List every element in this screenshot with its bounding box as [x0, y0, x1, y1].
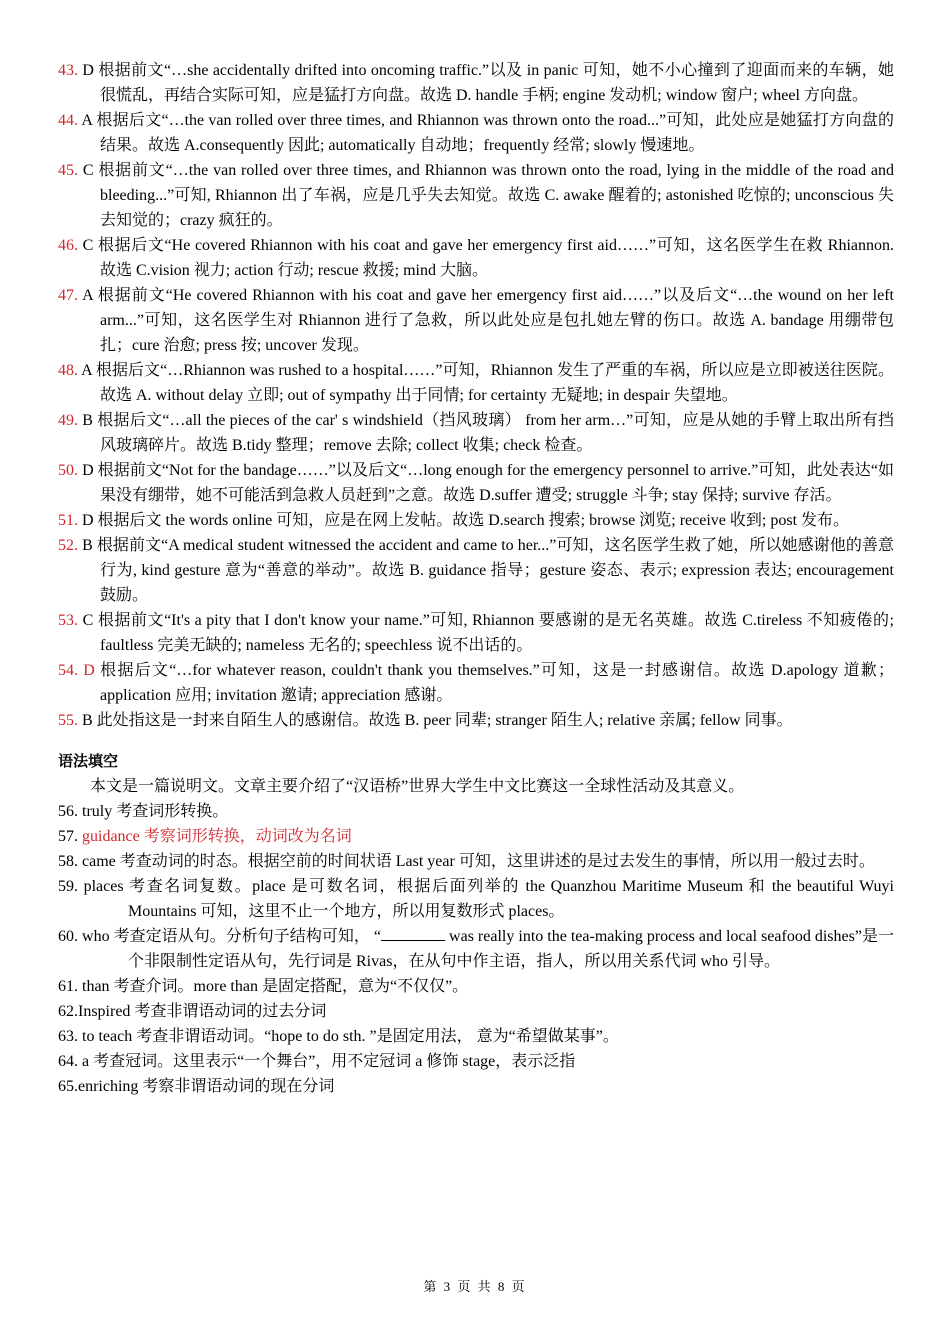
grammar-item-62 [58, 999, 894, 1024]
item-number: 63. [58, 1028, 78, 1045]
item-number: 47. [58, 287, 78, 304]
item-explanation: came 考查动词的时态。根据空前的时间状语 Last year 可知，这里讲述的是过去发生的事情，所以用一般过去时。 [82, 853, 875, 870]
item-explanation: 根据后文“…for whatever reason, couldn't thank you themselves.”可知，这是一封感谢信。故选 D.apology 道歉；application 应用; invitation 邀请; appreciation 感谢。 [100, 662, 895, 704]
item-explanation: Inspired 考查非谓语动词的过去分词 [78, 1003, 327, 1020]
grammar-item-64 [58, 1049, 894, 1074]
item-explanation: truly 考查词形转换。 [82, 803, 229, 820]
item-explanation: guidance 考察词形转换，动词改为名词 [82, 828, 352, 845]
item-explanation: enriching 考察非谓语动词的现在分词 [78, 1078, 335, 1095]
grammar-item-56 [58, 799, 894, 824]
answer-item-54 [58, 658, 894, 708]
item-number: 49. [58, 412, 78, 429]
item-explanation: A 根据后文“…Rhiannon was rushed to a hospital……”可知，Rhiannon 发生了严重的车祸，所以应是立即被送往医院。故选 A. without delay 立即; out of sympathy 出于同情; for certainty 无疑地; in despair 失望地。 [81, 362, 894, 404]
item-explanation: B 根据前文“A medical student witnessed the accident and came to her...”可知，这名医学生救了她，所以她感谢他的善意行为, kind gesture 意为“善意的举动”。故选 B. guidance 指导；gesture 姿态、表示; expression 表达; encouragement 鼓励。 [82, 537, 894, 604]
item-number: 46. [58, 237, 78, 254]
item-explanation: C 根据后文“He covered Rhiannon with his coat and gave her emergency first aid……”可知，这名医学生在救 Rhiannon. 故选 C.vision 视力; action 行动; rescue 救援; mind 大脑。 [82, 237, 894, 279]
answer-item-47 [58, 283, 894, 358]
item-explanation: to teach 考查非谓语动词。“hope to do sth. ”是固定用法， 意为“希望做某事”。 [82, 1028, 619, 1045]
grammar-item-58 [58, 849, 894, 874]
grammar-answers [58, 799, 894, 1099]
answer-item-53 [58, 608, 894, 658]
item-number: 51. [58, 512, 78, 529]
grammar-item-57 [58, 824, 894, 849]
item-number: 64. [58, 1053, 78, 1070]
grammar-item-61 [58, 974, 894, 999]
item-number: 48. [58, 362, 78, 379]
item-explanation: C 根据前文“It's a pity that I don't know your name.”可知, Rhiannon 要感谢的是无名英雄。故选 C.tireless 不知疲倦的; faultless 完美无缺的; nameless 无名的; speechless 说不出话的。 [82, 612, 895, 654]
answer-item-46 [58, 233, 894, 283]
answer-item-48 [58, 358, 894, 408]
grammar-item-60 [58, 924, 894, 974]
item-number: 53. [58, 612, 78, 629]
item-explanation: C 根据前文“…the van rolled over three times, and Rhiannon was thrown onto the road, lying in the middle of the road and bleeding...”可知, Rhiannon 出了车祸，应是几乎失去知觉。故选 C. awake 醒着的; astonished 吃惊的; unconscious 失去知觉的；crazy 疯狂的。 [82, 162, 894, 229]
item-number: 60. [58, 928, 78, 945]
item-explanation: A 根据后文“…the van rolled over three times, and Rhiannon was thrown onto the road...”可知，此处应是她猛打方向盘的结果。故选 A.consequently 因此; automatically 自动地；frequently 经常; slowly 慢速地。 [81, 112, 894, 154]
item-explanation: D 根据前文“…she accidentally drifted into oncoming traffic.”以及 in panic 可知，她不小心撞到了迎面而来的车辆，她很慌乱，再结合实际可知，应是猛打方向盘。故选 D. handle 手柄; engine 发动机; window 窗户; wheel 方向盘。 [82, 62, 894, 104]
item-explanation: A 根据前文“He covered Rhiannon with his coat and gave her emergency first aid……”以及后文“…the wound on her left arm...”可知，这名医学生对 Rhiannon 进行了急救，所以此处应是包扎她左臂的伤口。故选 A. bandage 用绷带包扎；cure 治愈; press 按; uncover 发现。 [82, 287, 894, 354]
answer-item-52 [58, 533, 894, 608]
item-number: 45. [58, 162, 78, 179]
item-explanation: a 考查冠词。这里表示“一个舞台”，用不定冠词 a 修饰 stage，表示泛指 [82, 1053, 576, 1070]
item-answer-letter: D [83, 662, 95, 679]
answer-item-44 [58, 108, 894, 158]
answer-item-49 [58, 408, 894, 458]
item-explanation: B 此处指这是一封来自陌生人的感谢信。故选 B. peer 同辈; stranger 陌生人; relative 亲属; fellow 同事。 [82, 712, 793, 729]
grammar-section-title: 语法填空 [58, 752, 119, 770]
item-number: 56. [58, 803, 78, 820]
item-explanation: D 根据后文 the words online 可知，应是在网上发帖。故选 D.search 搜索; browse 浏览; receive 收到; post 发布。 [82, 512, 850, 529]
item-number: 54. [58, 662, 78, 679]
item-explanation: than 考查介词。more than 是固定搭配，意为“不仅仅”。 [82, 978, 469, 995]
item-number: 50. [58, 462, 78, 479]
item-number: 44. [58, 112, 78, 129]
answer-item-43 [58, 58, 894, 108]
item-number: 43. [58, 62, 78, 79]
cloze-answers [58, 58, 894, 733]
item-number: 65. [58, 1078, 78, 1095]
item-explanation: places 考查名词复数。place 是可数名词，根据后面列举的 the Quanzhou Maritime Museum 和 the beautiful Wuyi Mountains 可知，这里不止一个地方，所以用复数形式 places。 [83, 878, 894, 920]
grammar-item-59 [58, 874, 894, 924]
item-explanation-part2: was really into the tea-making process and local seafood dishes”是一个非限制性定语从句，先行词是 Rivas，在从句中作主语，指人，所以用关系代词 who 引导。 [128, 928, 894, 970]
grammar-section-intro: 本文是一篇说明文。文章主要介绍了“汉语桥”世界大学生中文比赛这一全球性活动及其意义。 [90, 778, 745, 795]
grammar-item-63 [58, 1024, 894, 1049]
answer-blank [381, 926, 445, 941]
answer-item-45 [58, 158, 894, 233]
item-number: 52. [58, 537, 78, 554]
grammar-item-65 [58, 1074, 894, 1099]
item-number: 59. [58, 878, 78, 895]
item-number: 57. [58, 828, 78, 845]
document-page [58, 58, 894, 1099]
answer-item-55 [58, 708, 894, 733]
answer-item-51 [58, 508, 894, 533]
item-explanation: B 根据后文“…all the pieces of the car' s windshield（挡风玻璃） from her arm…”可知，应是从她的手臂上取出所有挡风玻璃碎片。故选 B.tidy 整理；remove 去除; collect 收集; check 检查。 [82, 412, 894, 454]
item-explanation-part1: who 考查定语从句。分析句子结构可知， “ [82, 928, 382, 945]
item-number: 58. [58, 853, 78, 870]
item-explanation: D 根据前文“Not for the bandage……”以及后文“…long enough for the emergency personnel to arrive.”可知，此处表达“如果没有绷带，她不可能活到急救人员赶到”之意。故选 D.suffer 遭受; struggle 斗争; stay 保持; survive 存活。 [82, 462, 894, 504]
item-number: 62. [58, 1003, 78, 1020]
page-footer: 第 3 页 共 8 页 [423, 1279, 527, 1294]
item-number: 55. [58, 712, 78, 729]
item-number: 61. [58, 978, 78, 995]
answer-item-50 [58, 458, 894, 508]
